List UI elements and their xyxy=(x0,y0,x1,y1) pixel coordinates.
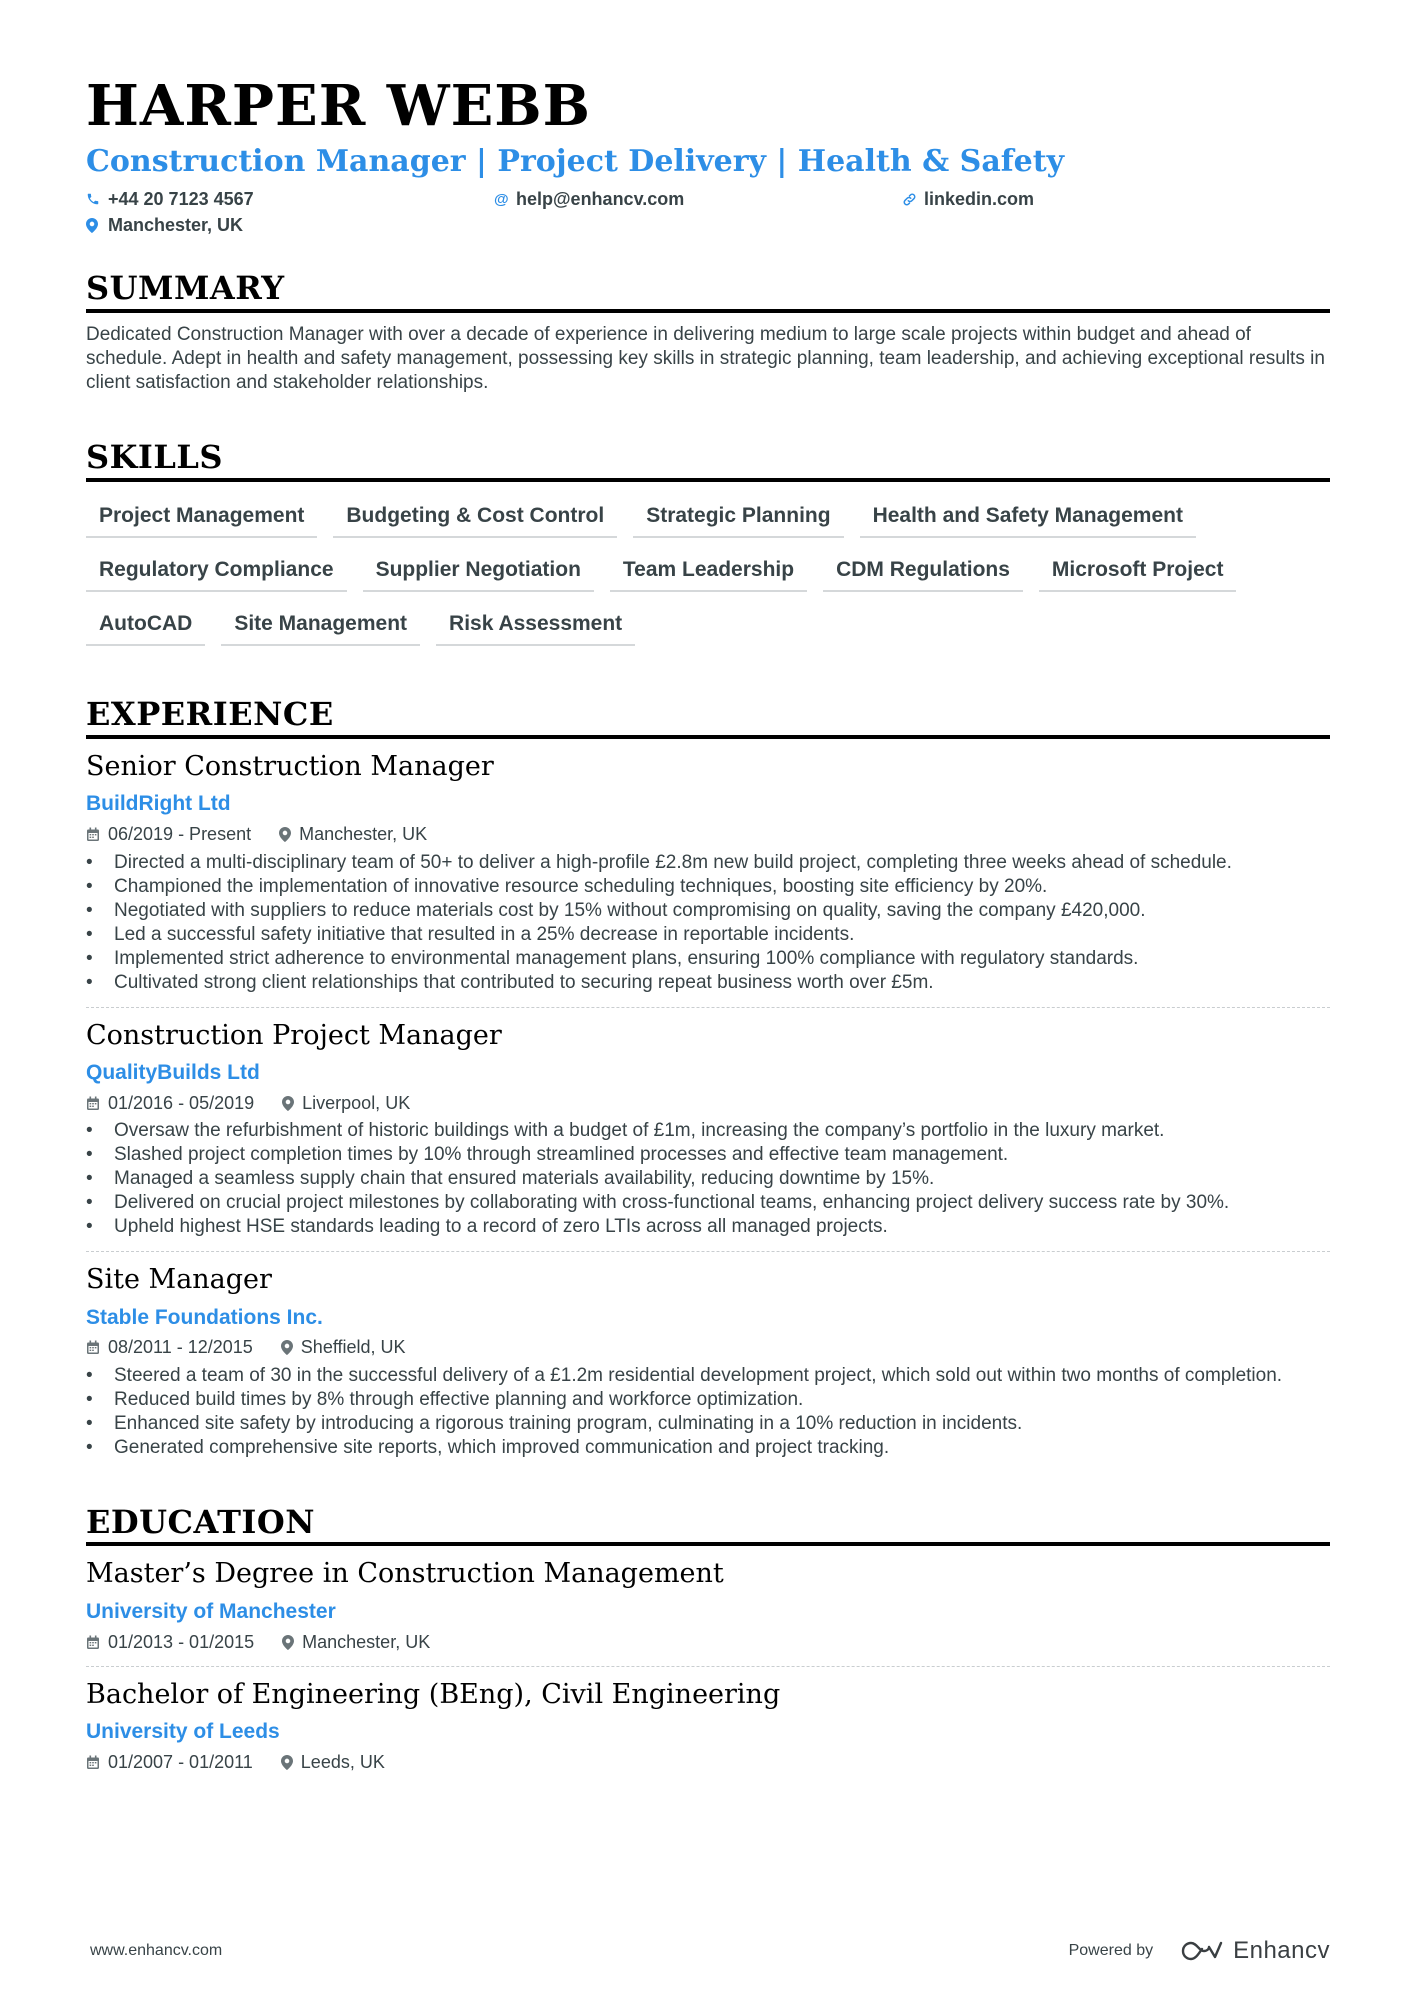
summary-text: Dedicated Construction Manager with over a decade of experience in delivering medium to large scale projects within budget and ahead of schedule. Adept in health and safety management, possessing key skills in strategic planning, team leadership, and achieving exceptional results in client satisfaction and stakeholder relationships. xyxy=(86,323,1325,393)
entry-meta xyxy=(86,1091,1330,1115)
achievement-item: • Slashed project completion times by 10% through streamlined processes and effective team management. xyxy=(86,1143,1330,1167)
powered-by xyxy=(1069,1937,1330,1965)
entry-location xyxy=(282,1632,430,1653)
skill-tag: CDM Regulations xyxy=(823,548,1023,592)
location-pin-icon xyxy=(86,218,108,233)
date-range: 01/2013 - 01/2015 xyxy=(108,1631,255,1652)
skill-tag: Project Management xyxy=(86,494,317,538)
location-pin-icon xyxy=(281,1340,293,1355)
contact-phone xyxy=(86,186,494,212)
link-icon xyxy=(902,192,924,207)
contact-linkedin[interactable] xyxy=(902,186,1310,212)
education-title: EDUCATION xyxy=(86,1502,315,1541)
powered-by-label: Powered by xyxy=(1068,1942,1154,1959)
phone-number: +44 20 7123 4567 xyxy=(108,188,254,209)
skill-tag: Health and Safety Management xyxy=(860,494,1196,538)
experience-section xyxy=(86,696,1330,1472)
phone-icon xyxy=(86,192,108,206)
school-name: University of Manchester xyxy=(86,1599,336,1623)
achievement-item: • Steered a team of 30 in the successful delivery of a £1.2m residential development project, which sold out within two months of completion. xyxy=(86,1364,1330,1388)
skills-section xyxy=(86,439,1330,656)
job-title: Construction Project Manager xyxy=(86,1019,502,1051)
entry-meta xyxy=(86,1336,1330,1360)
achievement-item: • Reduced build times by 8% through effective planning and workforce optimization. xyxy=(86,1388,1330,1412)
location-text: Manchester, UK xyxy=(299,824,428,845)
location-pin-icon xyxy=(279,827,291,842)
date-range: 01/2016 - 05/2019 xyxy=(108,1092,255,1113)
skill-tag: Site Management xyxy=(221,602,420,646)
footer-url[interactable]: www.enhancv.com xyxy=(90,1942,223,1959)
entry-location xyxy=(279,824,427,845)
experience-entry xyxy=(86,751,1330,1008)
calendar-icon xyxy=(86,1635,100,1650)
section-divider xyxy=(86,478,1330,482)
experience-entry xyxy=(86,1264,1330,1472)
achievement-list xyxy=(86,1364,1330,1460)
location-pin-icon xyxy=(281,1755,293,1770)
location-text: Liverpool, UK xyxy=(302,1092,411,1113)
job-title: Senior Construction Manager xyxy=(86,750,494,782)
skill-tag: Regulatory Compliance xyxy=(86,548,347,592)
achievement-list xyxy=(86,1119,1330,1239)
skill-tag: Risk Assessment xyxy=(436,602,635,646)
contact-email[interactable] xyxy=(494,186,902,212)
at-sign-icon: @ xyxy=(494,190,509,208)
section-divider xyxy=(86,309,1330,313)
email-address[interactable]: help@enhancv.com xyxy=(516,188,685,209)
achievement-item: • Led a successful safety initiative that resulted in a 25% decrease in reportable incidents. xyxy=(86,923,1330,947)
achievement-item: • Oversaw the refurbishment of historic buildings with a budget of £1m, increasing the company’s portfolio in the luxury market. xyxy=(86,1119,1330,1143)
location-text: Sheffield, UK xyxy=(300,1337,406,1358)
skill-tag: Strategic Planning xyxy=(633,494,843,538)
achievement-item: • Cultivated strong client relationships that contributed to securing repeat business worth over £5m. xyxy=(86,971,1330,995)
degree-title: Master’s Degree in Construction Management xyxy=(86,1558,724,1590)
skills-list xyxy=(86,494,1330,657)
location-pin-icon xyxy=(282,1096,294,1111)
linkedin-link[interactable]: linkedin.com xyxy=(924,188,1035,209)
achievement-item: • Directed a multi-disciplinary team of 50+ to deliver a high-profile £2.8m new build project, completing three weeks ahead of schedule. xyxy=(86,851,1330,875)
summary-section xyxy=(86,270,1330,395)
skill-tag: Supplier Negotiation xyxy=(363,548,594,592)
achievement-item: • Negotiated with suppliers to reduce materials cost by 15% without compromising on quality, saving the company £420,000. xyxy=(86,899,1330,923)
achievement-item: • Enhanced site safety by introducing a rigorous training program, culminating in a 10% reduction in incidents. xyxy=(86,1412,1330,1436)
education-section xyxy=(86,1504,1330,1787)
entry-meta xyxy=(86,1630,1330,1654)
experience-title: EXPERIENCE xyxy=(86,695,334,734)
section-divider xyxy=(86,735,1330,739)
company-name: BuildRight Ltd xyxy=(86,792,231,816)
achievement-item: • Generated comprehensive site reports, which improved communication and project tracking. xyxy=(86,1436,1330,1460)
entry-meta xyxy=(86,1751,1330,1775)
achievement-item: • Upheld highest HSE standards leading to a record of zero LTIs across all managed projects. xyxy=(86,1215,1330,1239)
calendar-icon xyxy=(86,1340,100,1355)
brand-name: Enhancv xyxy=(1233,1937,1330,1964)
location-text: Manchester, UK xyxy=(108,214,244,235)
entry-location xyxy=(282,1093,410,1114)
skill-tag: Team Leadership xyxy=(610,548,807,592)
achievement-item: • Implemented strict adherence to environmental management plans, ensuring 100% compliance with regulatory standards. xyxy=(86,947,1330,971)
resume-page xyxy=(86,72,1330,1787)
achievement-item: • Championed the implementation of innovative resource scheduling techniques, boosting site efficiency by 20%. xyxy=(86,875,1330,899)
skills-title: SKILLS xyxy=(86,437,223,476)
experience-entry xyxy=(86,1020,1330,1253)
degree-title: Bachelor of Engineering (BEng), Civil Engineering xyxy=(86,1679,781,1711)
summary-title: SUMMARY xyxy=(86,269,285,307)
calendar-icon xyxy=(86,1755,100,1770)
school-name: University of Leeds xyxy=(86,1720,280,1744)
location-text: Leeds, UK xyxy=(300,1752,385,1773)
entry-meta xyxy=(86,823,1330,847)
location-text: Manchester, UK xyxy=(302,1631,431,1652)
date-range: 01/2007 - 01/2011 xyxy=(108,1752,253,1773)
location-pin-icon xyxy=(282,1635,294,1650)
achievement-item: • Delivered on crucial project milestones by collaborating with cross-functional teams, enhancing project delivery success rate by 30%. xyxy=(86,1191,1330,1215)
achievement-list xyxy=(86,851,1330,995)
education-entry xyxy=(86,1679,1330,1787)
date-range: 08/2011 - 12/2015 xyxy=(108,1337,253,1358)
entry-location xyxy=(281,1752,385,1773)
candidate-name: HARPER WEBB xyxy=(86,73,591,139)
calendar-icon xyxy=(86,827,100,842)
section-divider xyxy=(86,1542,1330,1546)
headline: Construction Manager | Project Delivery | Health & Safety xyxy=(86,144,1065,179)
calendar-icon xyxy=(86,1096,100,1111)
contact-list xyxy=(86,186,1330,238)
achievement-item: • Managed a seamless supply chain that ensured materials availability, reducing downtime by 15%. xyxy=(86,1167,1330,1191)
page-footer xyxy=(90,1937,1330,1965)
date-range: 06/2019 - Present xyxy=(108,824,252,845)
enhancv-logo-icon xyxy=(1179,1939,1225,1963)
entry-location xyxy=(281,1337,406,1358)
skill-tag: Budgeting & Cost Control xyxy=(333,494,617,538)
company-name: Stable Foundations Inc. xyxy=(86,1305,323,1329)
skill-tag: AutoCAD xyxy=(86,602,205,646)
company-name: QualityBuilds Ltd xyxy=(86,1060,260,1084)
job-title: Site Manager xyxy=(86,1264,272,1296)
education-entry xyxy=(86,1558,1330,1667)
skill-tag: Microsoft Project xyxy=(1039,548,1237,592)
contact-location xyxy=(86,212,494,238)
